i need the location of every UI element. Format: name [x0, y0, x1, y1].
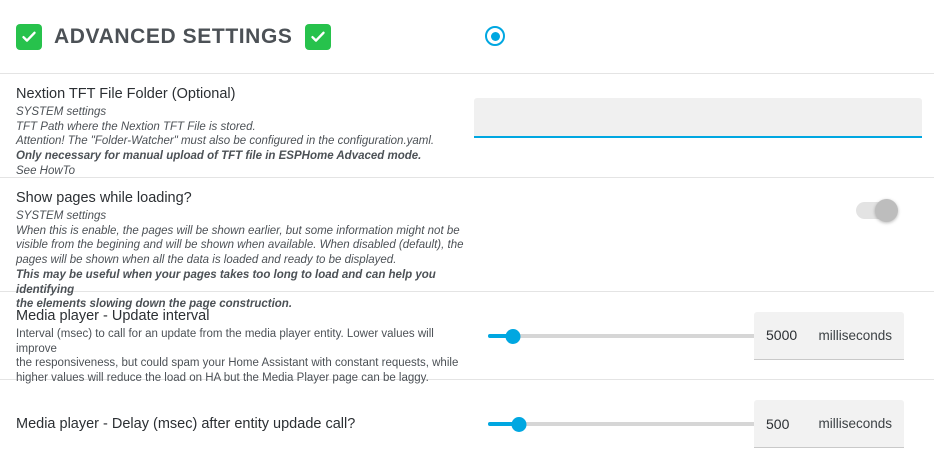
page-header: [0, 0, 934, 74]
setting-description-block: [16, 416, 474, 432]
setting-row-tft-folder: [0, 74, 934, 178]
slider-track: [488, 334, 768, 338]
desc-line: the responsiveness, but could spam your Home Assistant with constant requests, while: [16, 357, 459, 370]
setting-row-update-interval: [0, 292, 934, 385]
setting-description-block: [16, 86, 474, 179]
page-title: ADVANCED SETTINGS: [54, 24, 293, 48]
desc-line: Only necessary for manual upload of TFT file in ESPHome Advaced mode.: [16, 150, 422, 163]
setting-label: Show pages while loading?: [16, 190, 192, 206]
radio-inner-dot: [491, 32, 500, 41]
setting-control-area: [474, 404, 918, 444]
update-interval-slider[interactable]: [488, 326, 768, 346]
desc-line: pages will be shown when all the data is loaded and ready to be displayed.: [16, 254, 397, 267]
desc-line: This may be useful when your pages takes too long to load and can help you identifying: [16, 268, 436, 296]
checkbox-left-checked[interactable]: [16, 24, 42, 50]
setting-row-delay: [0, 380, 934, 450]
setting-description: [16, 327, 474, 386]
slider-track: [488, 422, 768, 426]
desc-line-howto[interactable]: See HowTo: [16, 164, 76, 177]
setting-label: Nextion TFT File Folder (Optional): [16, 86, 236, 102]
delay-slider[interactable]: [488, 414, 768, 434]
setting-description-block: [16, 304, 474, 386]
radio-button-selected[interactable]: [485, 26, 505, 46]
desc-line: the elements slowing down the page construction.: [16, 298, 293, 311]
show-pages-toggle[interactable]: [856, 202, 896, 219]
setting-control-area: [474, 316, 918, 356]
update-interval-value-box[interactable]: [754, 312, 904, 360]
desc-line: visible from the begining and will be shown when available. When disabled (default), the: [16, 239, 464, 252]
delay-value-box[interactable]: [754, 400, 904, 448]
desc-line: Interval (msec) to call for an update from the media player entity. Lower values will improve: [16, 328, 434, 355]
setting-control-area: [474, 86, 922, 138]
desc-line: SYSTEM settings: [16, 106, 107, 118]
toggle-knob: [875, 199, 898, 222]
value-text: 5000: [766, 327, 798, 343]
check-icon: [309, 28, 327, 46]
setting-row-show-pages: [0, 178, 934, 311]
value-text: 500: [766, 415, 790, 432]
checkbox-right-checked[interactable]: [305, 24, 331, 50]
tft-folder-input[interactable]: [474, 98, 922, 138]
check-icon: [20, 28, 38, 46]
desc-line: TFT Path where the Nextion TFT File is stored.: [16, 120, 256, 133]
slider-thumb[interactable]: [506, 329, 521, 344]
desc-line: SYSTEM settings: [16, 210, 107, 222]
desc-line: higher values will reduce the load on HA but the Media Player page can be laggy.: [16, 372, 429, 385]
setting-description: [16, 105, 474, 179]
setting-label: Media player - Delay (msec) after entity updade call?: [16, 416, 356, 432]
setting-control-area: [474, 190, 918, 230]
setting-label: Media player - Update interval: [16, 308, 210, 324]
slider-thumb[interactable]: [511, 417, 526, 432]
unit-label: milliseconds: [818, 416, 892, 431]
unit-label: milliseconds: [818, 327, 892, 343]
desc-line: When this is enable, the pages will be shown earlier, but some information might not be: [16, 224, 460, 237]
desc-line: Attention! The "Folder-Watcher" must also be configured in the configuration.yaml.: [16, 135, 435, 148]
